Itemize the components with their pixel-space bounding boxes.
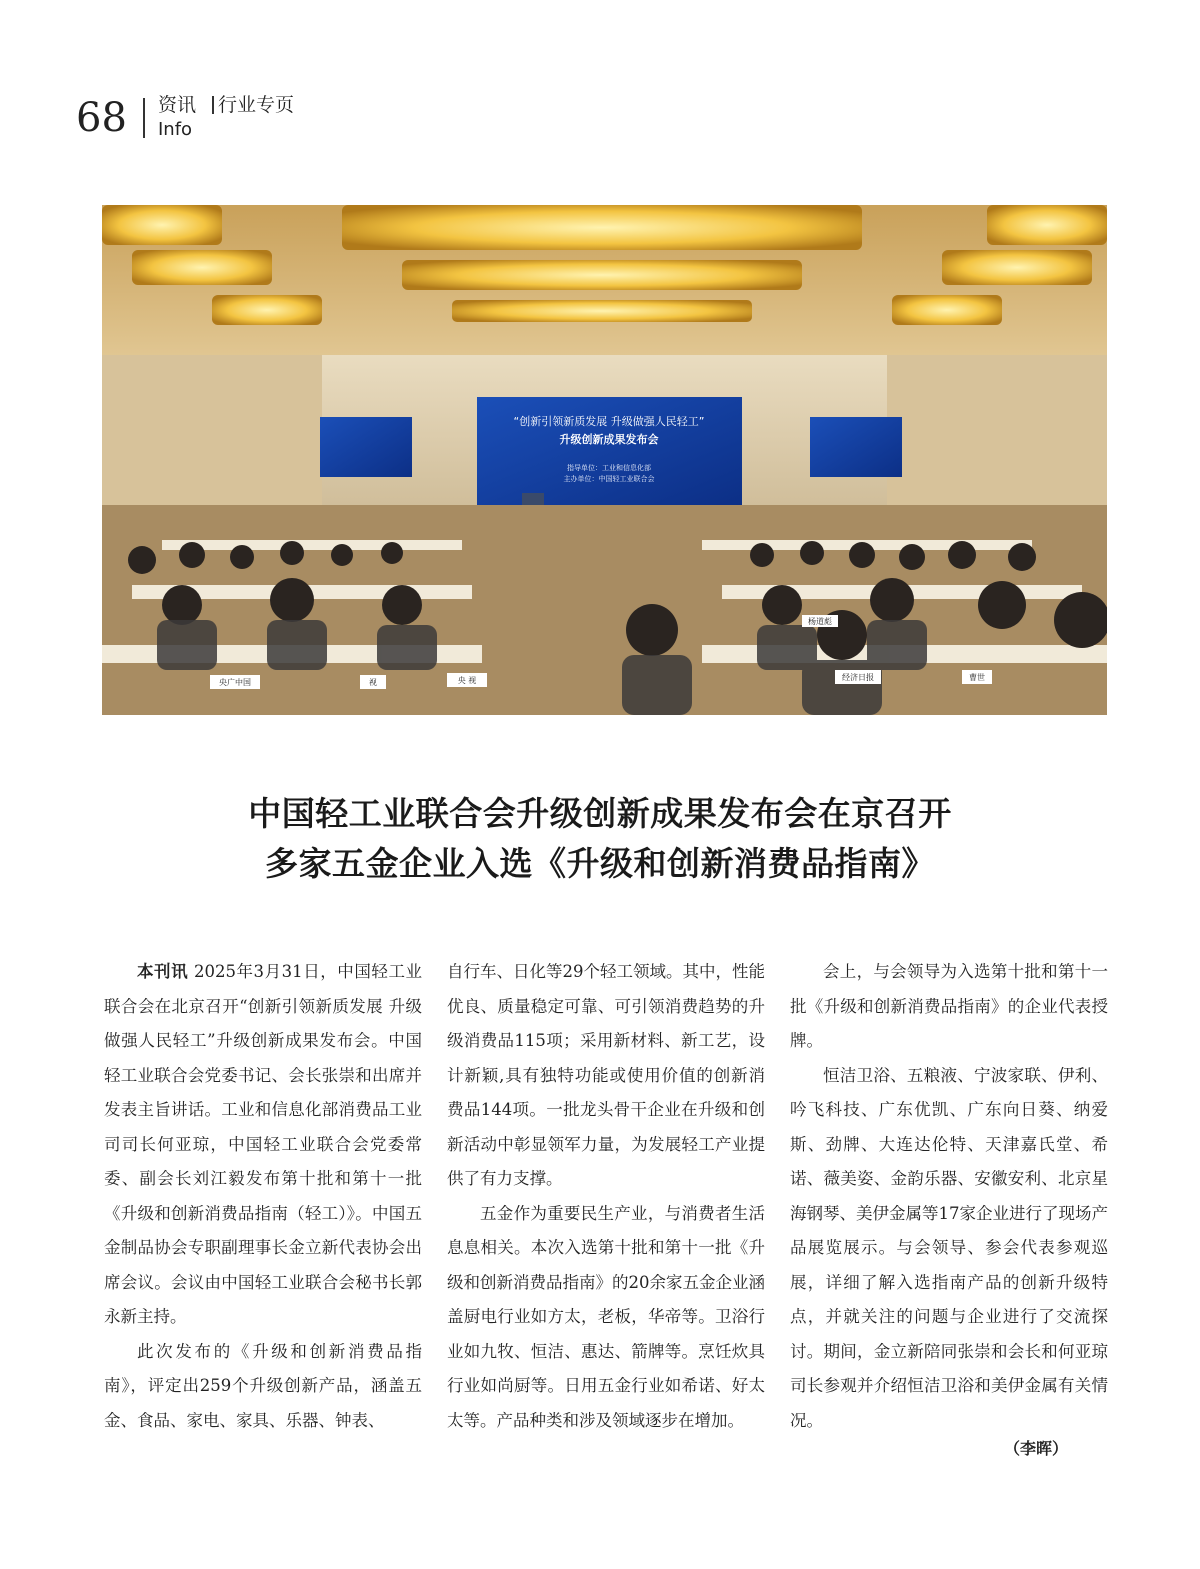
screen-org-1: 指导单位：工业和信息化部	[567, 464, 651, 472]
nameplate-6: 曹世	[969, 673, 985, 682]
lead-label: 本刊讯	[137, 962, 189, 981]
article-title-line-1: 中国轻工业联合会升级创新成果发布会在京召开	[248, 794, 952, 833]
nameplate-3: 央 视	[457, 676, 477, 685]
paragraph-2-end: 自行车、日化等29个轻工领域。其中，性能优良、质量稳定可靠、可引领消费趋势的升级消费品115项；采用新材料、新工艺，设计新颖,具有独特功能或使用价值的创新消费品144项。一批龙头骨干企业在升级和创新活动中彰显领军力量，为发展轻工产业提供了有力支撑。	[447, 962, 765, 1188]
conference-photo	[102, 205, 1107, 715]
article-column-1	[104, 955, 422, 1438]
paragraph-1	[104, 955, 422, 1335]
nameplate-5: 经济日报	[842, 673, 874, 682]
paragraph-4: 会上，与会领导为入选第十批和第十一批《升级和创新消费品指南》的企业代表授牌。	[790, 962, 1108, 1050]
paragraph-2-start: 此次发布的《升级和创新消费品指南》，评定出259个升级创新产品，涵盖五金、食品、家电、家具、乐器、钟表、	[104, 1341, 422, 1430]
nameplate-4: 杨道彪	[808, 617, 832, 626]
article-column-2	[447, 955, 765, 1438]
paragraph-5: 恒洁卫浴、五粮液、宁波家联、伊利、吟飞科技、广东优凯、广东向日葵、纳爱斯、劲牌、大连达伦特、天津嘉氏堂、希诺、薇美姿、金韵乐器、安徽安利、北京星海钢琴、美伊金属等17家企业进行了现场产品展览展示。与会领导、参会代表参观巡展，详细了解入选指南产品的创新升级特点，并就关注的问题与企业进行了交流探讨。期间，金立新陪同张崇和会长和何亚琼司长参观并介绍恒洁卫浴和美伊金属有关情况。	[790, 1065, 1108, 1430]
page-number: 68	[76, 95, 127, 141]
nameplate-1: 央广中国	[219, 678, 251, 687]
article-title-line-2: 多家五金企业入选《升级和创新消费品指南》	[265, 844, 935, 883]
screen-title-1: “创新引领新质发展 升级做强人民轻工”	[513, 415, 705, 428]
paragraph-3: 五金作为重要民生产业，与消费者生活息息相关。本次入选第十批和第十一批《升级和创新消费品指南》的20余家五金企业涵盖厨电行业如方太，老板，华帝等。卫浴行业如九牧、恒洁、惠达、箭牌等。烹饪炊具行业如尚厨等。日用五金行业如希诺、好太太等。产品种类和涉及领域逐步在增加。	[447, 1203, 765, 1430]
nameplate-2: 视	[369, 678, 377, 687]
subsection-divider	[212, 96, 214, 114]
article-column-3	[790, 955, 1108, 1438]
author-byline: （李晖）	[1004, 1439, 1069, 1458]
paragraph-1-text: 2025年3月31日，中国轻工业联合会在北京召开“创新引领新质发展 升级做强人民轻工”升级创新成果发布会。中国轻工业联合会党委书记、会长张崇和出席并发表主旨讲话。工业和信息化部消费品工业司司长何亚琼，中国轻工业联合会党委常委、副会长刘江毅发布第十批和第十一批《升级和创新消费品指南（轻工）》。中国五金制品协会专职副理事长金立新代表协会出席会议。会议由中国轻工业联合会秘书长郭永新主持。	[104, 962, 422, 1326]
screen-org-2: 主办单位：中国轻工业联合会	[563, 475, 655, 483]
section-label-en: Info	[158, 119, 193, 140]
section-label: 资讯	[158, 94, 197, 116]
header-divider	[143, 98, 145, 138]
subsection-label: 行业专页	[218, 94, 295, 116]
screen-title-2: 升级创新成果发布会	[559, 433, 659, 446]
